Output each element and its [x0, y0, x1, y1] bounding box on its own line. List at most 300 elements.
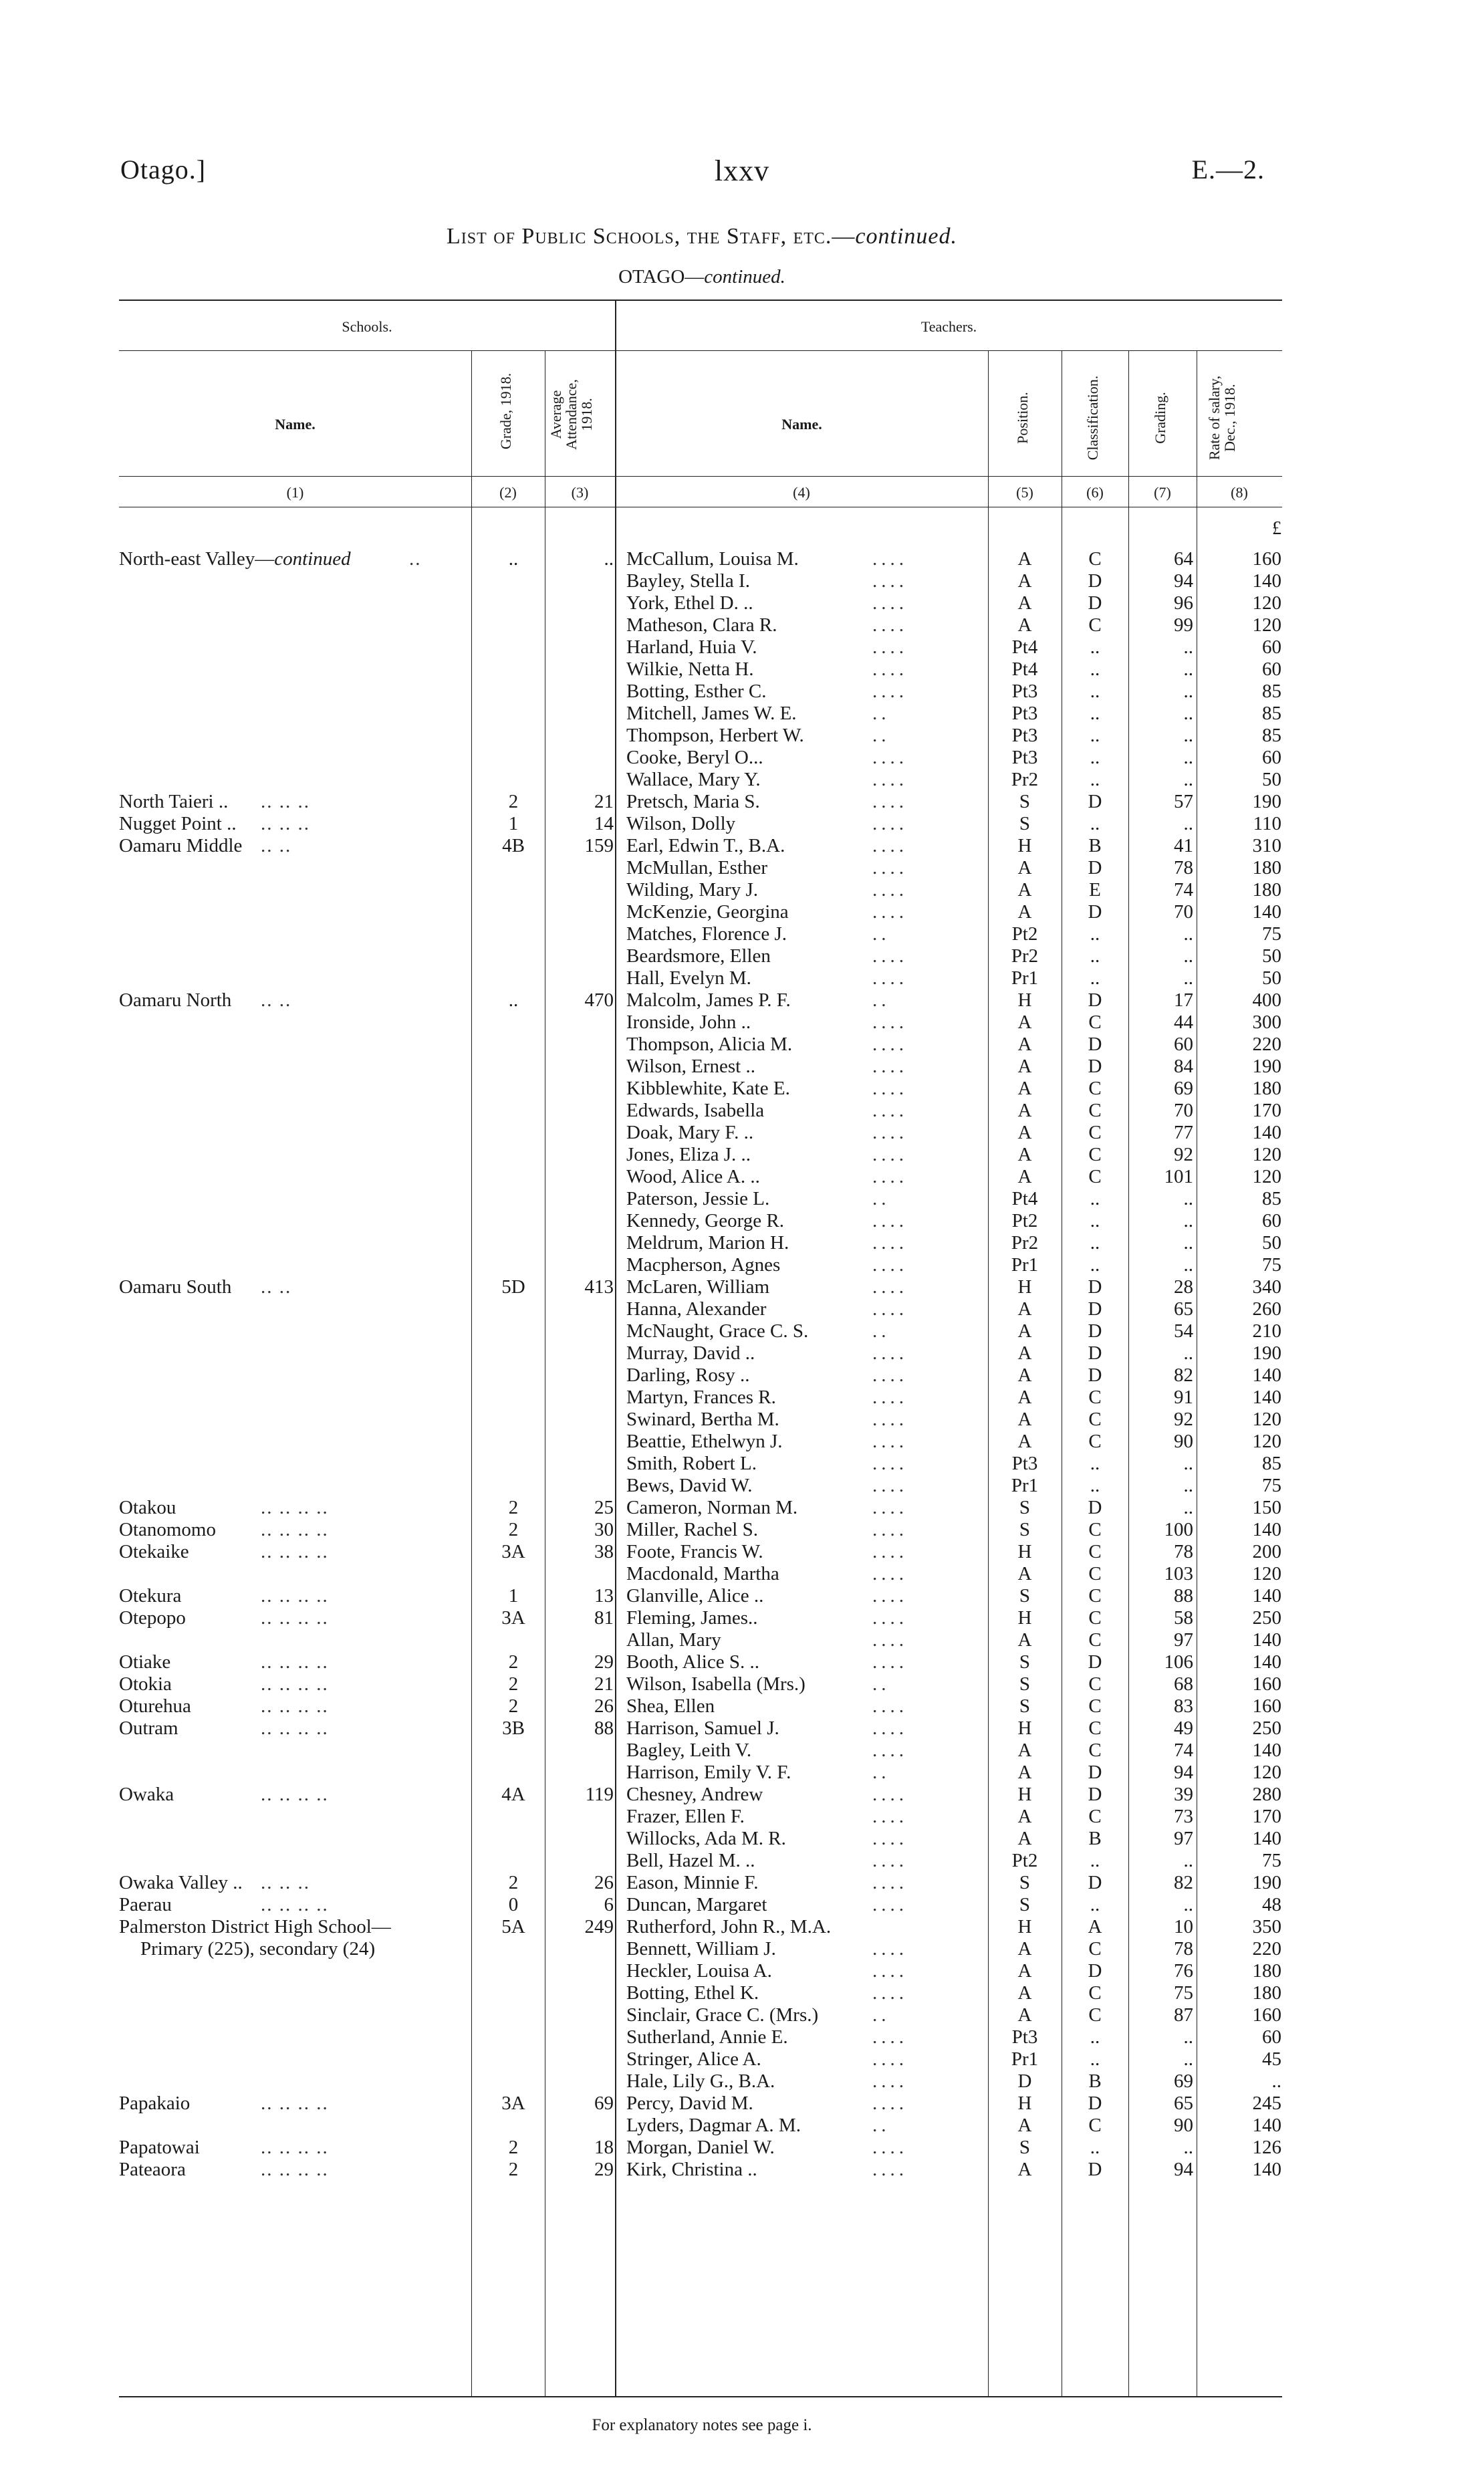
teacher-grading: .. [1183, 681, 1193, 702]
school-attendance: 21 [594, 1673, 614, 1695]
teacher-classification: D [1088, 2159, 1102, 2180]
school-grade: 4B [502, 835, 525, 856]
school-name-wrapper [119, 548, 351, 570]
footnote: For explanatory notes see page i. [592, 2416, 812, 2434]
school-grade: 3A [501, 1607, 525, 1629]
teacher-classification: .. [1090, 2026, 1100, 2048]
school-name: Owaka [119, 1784, 174, 1805]
teacher-grading: 106 [1164, 1651, 1193, 1673]
teacher-classification: C [1088, 1431, 1102, 1452]
teacher-grading: 78 [1174, 857, 1193, 878]
teacher-name: Martyn, Frances R. [626, 1387, 776, 1408]
teacher-salary: 190 [1252, 791, 1281, 812]
table-row [0, 1100, 1484, 1122]
table-row [0, 1144, 1484, 1166]
teacher-leader-dots: .... [872, 835, 908, 856]
teacher-name: York, Ethel D. .. [626, 592, 753, 614]
teacher-position: S [1019, 1673, 1031, 1695]
teacher-classification: C [1088, 1166, 1102, 1187]
teacher-grading: 74 [1174, 1740, 1193, 1761]
teacher-name: Fleming, James.. [626, 1607, 758, 1629]
teacher-salary: 45 [1262, 2048, 1281, 2070]
teacher-name: Paterson, Jessie L. [626, 1188, 770, 1209]
teacher-grading: 70 [1174, 901, 1193, 923]
teacher-name: Foote, Francis W. [626, 1541, 763, 1562]
teacher-salary: 85 [1262, 681, 1281, 702]
col-school-name: Name. [275, 416, 316, 433]
teacher-leader-dots: .. [872, 1673, 890, 1695]
teacher-leader-dots: .. [872, 725, 890, 746]
teacher-name: Wilson, Dolly [626, 813, 736, 834]
teacher-salary: 140 [1252, 1387, 1281, 1408]
teacher-grading: 65 [1174, 2093, 1193, 2114]
teacher-salary: 150 [1252, 1497, 1281, 1518]
teacher-grading: 60 [1174, 1034, 1193, 1055]
group-schools: Schools. [342, 318, 392, 335]
teacher-position: Pt4 [1011, 1188, 1038, 1209]
teacher-name: Bagley, Leith V. [626, 1740, 752, 1761]
teacher-leader-dots: .... [872, 592, 908, 614]
table-row [0, 1254, 1484, 1276]
teacher-leader-dots: .... [872, 1982, 908, 2004]
table-row [0, 1320, 1484, 1342]
school-grade: 3A [501, 2093, 525, 2114]
table-row [0, 967, 1484, 989]
school-attendance: 413 [584, 1276, 614, 1298]
teacher-position: A [1017, 1409, 1032, 1430]
teacher-salary: 180 [1252, 1960, 1281, 1982]
teacher-leader-dots: .. [872, 923, 890, 945]
teacher-classification: D [1088, 1497, 1102, 1518]
teacher-classification: .. [1090, 681, 1100, 702]
school-leader-dots: .. .. .. .. [261, 1651, 329, 1673]
teacher-grading: .. [1183, 747, 1193, 768]
teacher-salary: 170 [1252, 1100, 1281, 1121]
teacher-classification: .. [1090, 2137, 1100, 2158]
school-grade: 3B [502, 1718, 525, 1739]
teacher-leader-dots: .... [872, 1276, 908, 1298]
school-name: Owaka Valley .. [119, 1872, 243, 1893]
teacher-classification: D [1088, 1298, 1102, 1320]
teacher-position: S [1019, 1695, 1031, 1717]
teacher-grading: 54 [1174, 1320, 1193, 1342]
table-row [0, 1034, 1484, 1056]
school-attendance: 21 [594, 791, 614, 812]
teacher-name: Ironside, John .. [626, 1012, 751, 1033]
teacher-salary: 85 [1262, 703, 1281, 724]
table-row [0, 636, 1484, 659]
teacher-leader-dots: .... [872, 2026, 908, 2048]
teacher-grading: .. [1183, 1475, 1193, 1496]
teacher-grading: 82 [1174, 1872, 1193, 1893]
teacher-position: A [1017, 1122, 1032, 1143]
teacher-name: Doak, Mary F. .. [626, 1122, 754, 1143]
teacher-classification: .. [1090, 659, 1100, 680]
teacher-position: A [1017, 857, 1032, 878]
teacher-position: S [1019, 1497, 1031, 1518]
teacher-grading: 70 [1174, 1100, 1193, 1121]
teacher-leader-dots: .... [872, 1232, 908, 1254]
colnum-1: (1) [286, 484, 304, 501]
teacher-position: A [1017, 1828, 1032, 1849]
school-attendance: 88 [594, 1718, 614, 1739]
teacher-salary: 250 [1252, 1607, 1281, 1629]
teacher-leader-dots: .... [872, 1585, 908, 1607]
teacher-position: D [1017, 2070, 1032, 2092]
school-leader-dots: .. .. .. .. [261, 2137, 329, 2158]
table-row [0, 1982, 1484, 2004]
school-name: North-east Valley— [119, 548, 275, 570]
teacher-leader-dots: .... [872, 1342, 908, 1364]
school-grade: 0 [508, 1894, 519, 1915]
teacher-classification: .. [1090, 1475, 1100, 1496]
table-row [0, 1409, 1484, 1431]
teacher-salary: 140 [1252, 1651, 1281, 1673]
school-leader-dots: .. .. .. .. [261, 1585, 329, 1607]
teacher-position: Pt3 [1011, 747, 1038, 768]
teacher-salary: 200 [1252, 1541, 1281, 1562]
school-leader-dots: .. [409, 548, 422, 570]
teacher-salary: 75 [1262, 1850, 1281, 1871]
teacher-salary: 140 [1252, 1740, 1281, 1761]
teacher-grading: 83 [1174, 1695, 1193, 1717]
teacher-classification: D [1088, 857, 1102, 878]
teacher-classification: .. [1090, 1188, 1100, 1209]
teacher-grading: 17 [1174, 989, 1193, 1011]
teacher-leader-dots: .... [872, 1541, 908, 1562]
teacher-leader-dots: .. [872, 2115, 890, 2136]
table-row [0, 857, 1484, 879]
teacher-name: Jones, Eliza J. .. [626, 1144, 751, 1165]
teacher-leader-dots: .... [872, 659, 908, 680]
teacher-name: Matheson, Clara R. [626, 614, 777, 636]
teacher-leader-dots: .... [872, 2048, 908, 2070]
teacher-grading: .. [1183, 813, 1193, 834]
title-main: List of Public Schools, the Staff, etc.— [446, 224, 856, 249]
school-grade: .. [508, 989, 519, 1011]
teacher-classification: D [1088, 901, 1102, 923]
teacher-leader-dots: .... [872, 1012, 908, 1033]
teacher-classification: C [1088, 1100, 1102, 1121]
teacher-name: Heckler, Louisa A. [626, 1960, 772, 1982]
subtitle-italic: continued. [704, 266, 785, 287]
teacher-classification: B [1088, 835, 1102, 856]
teacher-leader-dots: .... [872, 1387, 908, 1408]
school-leader-dots: .. .. .. .. [261, 1673, 329, 1695]
teacher-leader-dots: .... [872, 879, 908, 901]
teacher-classification: D [1088, 1960, 1102, 1982]
teacher-grading: 78 [1174, 1938, 1193, 1960]
teacher-salary: 126 [1252, 2137, 1281, 2158]
teacher-salary: 350 [1252, 1916, 1281, 1937]
teacher-salary: 300 [1252, 1012, 1281, 1033]
currency-symbol: £ [1272, 518, 1281, 539]
school-grade: 2 [508, 2137, 519, 2158]
teacher-name: Pretsch, Maria S. [626, 791, 760, 812]
teacher-name: Bell, Hazel M. .. [626, 1850, 755, 1871]
school-grade: 2 [508, 791, 519, 812]
school-attendance: 14 [594, 813, 614, 834]
teacher-name: Frazer, Ellen F. [626, 1806, 745, 1827]
teacher-classification: C [1088, 1012, 1102, 1033]
teacher-leader-dots: .... [872, 1034, 908, 1055]
teacher-salary: 400 [1252, 989, 1281, 1011]
table-row [0, 1012, 1484, 1034]
teacher-leader-dots: .... [872, 570, 908, 592]
teacher-name: Earl, Edwin T., B.A. [626, 835, 785, 856]
teacher-name: McMullan, Esther [626, 857, 768, 878]
teacher-name: Shea, Ellen [626, 1695, 715, 1717]
school-grade: 5D [501, 1276, 525, 1298]
school-leader-dots: .. .. [261, 989, 292, 1011]
teacher-grading: 39 [1174, 1784, 1193, 1805]
teacher-salary: 50 [1262, 769, 1281, 790]
teacher-position: A [1017, 570, 1032, 592]
teacher-name: Lyders, Dagmar A. M. [626, 2115, 801, 2136]
col-salary: Rate of salary, Dec., 1918. [1206, 375, 1239, 461]
teacher-classification: C [1088, 2115, 1102, 2136]
teacher-name: Thompson, Alicia M. [626, 1034, 793, 1055]
teacher-salary: 85 [1262, 725, 1281, 746]
teacher-classification: C [1088, 1519, 1102, 1540]
school-grade: 2 [508, 1497, 519, 1518]
col-teacher-name: Name. [781, 416, 822, 433]
teacher-grading: 74 [1174, 879, 1193, 901]
teacher-name: Darling, Rosy .. [626, 1365, 750, 1386]
school-grade: 1 [508, 813, 519, 834]
table-row [0, 1475, 1484, 1497]
teacher-classification: A [1088, 1916, 1102, 1937]
teacher-classification: B [1088, 2070, 1102, 2092]
teacher-classification: D [1088, 570, 1102, 592]
colnum-2: (2) [499, 484, 517, 501]
teacher-leader-dots: .... [872, 813, 908, 834]
teacher-position: Pt4 [1011, 636, 1038, 658]
teacher-classification: .. [1090, 636, 1100, 658]
school-name: Otakou [119, 1497, 176, 1518]
school-grade: 2 [508, 1695, 519, 1717]
table-row [0, 769, 1484, 791]
teacher-salary: 60 [1262, 1210, 1281, 1231]
teacher-grading: 103 [1164, 1563, 1193, 1584]
teacher-position: H [1017, 1541, 1032, 1562]
teacher-grading: 91 [1174, 1387, 1193, 1408]
teacher-name: Hanna, Alexander [626, 1298, 767, 1320]
teacher-leader-dots: .... [872, 1056, 908, 1077]
teacher-position: H [1017, 1784, 1032, 1805]
school-name: North Taieri .. [119, 791, 229, 812]
teacher-salary: 140 [1252, 2115, 1281, 2136]
table-row [0, 1784, 1484, 1806]
teacher-classification: C [1088, 1541, 1102, 1562]
col-grade: Grade, 1918. [497, 372, 514, 450]
teacher-position: A [1017, 1078, 1032, 1099]
teacher-position: S [1019, 1872, 1031, 1893]
teacher-position: A [1017, 1034, 1032, 1055]
table-row [0, 791, 1484, 813]
teacher-grading: 97 [1174, 1828, 1193, 1849]
school-name: Papakaio [119, 2093, 191, 2114]
teacher-classification: .. [1090, 967, 1100, 989]
teacher-leader-dots: .... [872, 2093, 908, 2114]
teacher-classification: D [1088, 1034, 1102, 1055]
teacher-salary: 50 [1262, 967, 1281, 989]
table-row [0, 592, 1484, 614]
table-row [0, 1607, 1484, 1629]
teacher-position: A [1017, 1144, 1032, 1165]
teacher-grading: 57 [1174, 791, 1193, 812]
school-attendance: 470 [584, 989, 614, 1011]
teacher-salary: 75 [1262, 923, 1281, 945]
teacher-name: Glanville, Alice .. [626, 1585, 764, 1607]
teacher-salary: 60 [1262, 747, 1281, 768]
table-row [0, 879, 1484, 901]
teacher-position: H [1017, 989, 1032, 1011]
school-name: Paerau [119, 1894, 172, 1915]
teacher-grading: 69 [1174, 2070, 1193, 2092]
teacher-salary: 140 [1252, 1629, 1281, 1651]
teacher-classification: C [1088, 1409, 1102, 1430]
table-row [0, 1960, 1484, 1982]
teacher-salary: 220 [1252, 1938, 1281, 1960]
table-row [0, 813, 1484, 835]
school-leader-dots: .. .. .. .. [261, 1894, 329, 1915]
teacher-leader-dots: .... [872, 1784, 908, 1805]
teacher-name: Harland, Huia V. [626, 636, 757, 658]
teacher-name: Sutherland, Annie E. [626, 2026, 788, 2048]
teacher-salary: 210 [1252, 1320, 1281, 1342]
teacher-classification: D [1088, 1651, 1102, 1673]
teacher-position: H [1017, 1718, 1032, 1739]
teacher-grading: 76 [1174, 1960, 1193, 1982]
teacher-name: Wilson, Ernest .. [626, 1056, 755, 1077]
teacher-classification: C [1088, 1938, 1102, 1960]
table-row [0, 570, 1484, 592]
teacher-leader-dots: .... [872, 747, 908, 768]
teacher-grading: 90 [1174, 1431, 1193, 1452]
teacher-grading: .. [1183, 2137, 1193, 2158]
teacher-grading: 94 [1174, 1762, 1193, 1783]
teacher-position: A [1017, 1100, 1032, 1121]
teacher-salary: 110 [1253, 813, 1281, 834]
teacher-name: McNaught, Grace C. S. [626, 1320, 809, 1342]
teacher-salary: 260 [1252, 1298, 1281, 1320]
school-grade: 3A [501, 1541, 525, 1562]
teacher-name: Matches, Florence J. [626, 923, 787, 945]
teacher-salary: 120 [1252, 1762, 1281, 1783]
school-name: Outram [119, 1718, 178, 1739]
teacher-classification: C [1088, 1718, 1102, 1739]
teacher-name: Wilkie, Netta H. [626, 659, 754, 680]
school-leader-dots: .. .. .. [261, 1872, 310, 1893]
table-row [0, 1276, 1484, 1298]
teacher-name: Kibblewhite, Kate E. [626, 1078, 790, 1099]
teacher-leader-dots: .... [872, 1497, 908, 1518]
teacher-leader-dots: .... [872, 769, 908, 790]
teacher-position: Pr1 [1011, 2048, 1039, 2070]
school-attendance: 18 [594, 2137, 614, 2158]
teacher-name: Bayley, Stella I. [626, 570, 750, 592]
teacher-grading: 65 [1174, 1298, 1193, 1320]
school-attendance: 6 [604, 1894, 614, 1915]
page-title [0, 224, 1404, 249]
teacher-salary: 120 [1252, 1144, 1281, 1165]
teacher-name: Botting, Esther C. [626, 681, 767, 702]
teacher-grading: 100 [1164, 1519, 1193, 1540]
teacher-position: A [1017, 1342, 1032, 1364]
teacher-classification: .. [1090, 725, 1100, 746]
teacher-grading: .. [1183, 1850, 1193, 1871]
school-attendance: 26 [594, 1872, 614, 1893]
school-leader-dots: .. .. .. .. [261, 1541, 329, 1562]
table-row [0, 1850, 1484, 1872]
teacher-position: A [1017, 1806, 1032, 1827]
teacher-position: Pt2 [1011, 923, 1038, 945]
teacher-name: Rutherford, John R., M.A. [626, 1916, 832, 1937]
teacher-leader-dots: .... [872, 614, 908, 636]
teacher-name: Beardsmore, Ellen [626, 945, 771, 967]
teacher-position: H [1017, 1916, 1032, 1937]
group-header-rule [119, 350, 1282, 351]
teacher-grading: 84 [1174, 1056, 1193, 1077]
school-attendance: 249 [584, 1916, 614, 1937]
teacher-name: Kennedy, George R. [626, 1210, 784, 1231]
teacher-classification: D [1088, 2093, 1102, 2114]
school-grade: 2 [508, 1872, 519, 1893]
teacher-leader-dots: .. [872, 1188, 890, 1209]
teacher-salary: 75 [1262, 1475, 1281, 1496]
table-top-rule [119, 300, 1282, 301]
teacher-position: Pr2 [1011, 945, 1039, 967]
teacher-grading: 69 [1174, 1078, 1193, 1099]
table-row [0, 2070, 1484, 2093]
teacher-grading: .. [1183, 967, 1193, 989]
teacher-classification: .. [1090, 923, 1100, 945]
teacher-name: Bews, David W. [626, 1475, 753, 1496]
school-attendance: 25 [594, 1497, 614, 1518]
teacher-position: S [1019, 1519, 1031, 1540]
teacher-name: Bennett, William J. [626, 1938, 776, 1960]
table-row [0, 1210, 1484, 1232]
teacher-position: H [1017, 835, 1032, 856]
school-attendance: 69 [594, 2093, 614, 2114]
school-name: Papatowai [119, 2137, 200, 2158]
teacher-position: Pt3 [1011, 725, 1038, 746]
teacher-leader-dots: .. [872, 2004, 890, 2026]
school-grade: 2 [508, 1673, 519, 1695]
teacher-grading: 96 [1174, 592, 1193, 614]
school-name: Oamaru North [119, 989, 232, 1011]
teacher-leader-dots: .... [872, 1144, 908, 1165]
table-row [0, 1497, 1484, 1519]
teacher-name: Hale, Lily G., B.A. [626, 2070, 775, 2092]
table-row [0, 1056, 1484, 1078]
table-row [0, 1718, 1484, 1740]
teacher-salary: 85 [1262, 1188, 1281, 1209]
teacher-leader-dots: .... [872, 1607, 908, 1629]
teacher-position: A [1017, 1298, 1032, 1320]
teacher-name: Thompson, Herbert W. [626, 725, 804, 746]
teacher-name: Smith, Robert L. [626, 1453, 757, 1474]
teacher-salary: 140 [1252, 1585, 1281, 1607]
teacher-leader-dots: .... [872, 1806, 908, 1827]
teacher-classification: C [1088, 1740, 1102, 1761]
school-attendance: 159 [584, 835, 614, 856]
teacher-name: Miller, Rachel S. [626, 1519, 758, 1540]
teacher-classification: C [1088, 1982, 1102, 2004]
teacher-position: A [1017, 548, 1032, 570]
teacher-grading: .. [1183, 703, 1193, 724]
